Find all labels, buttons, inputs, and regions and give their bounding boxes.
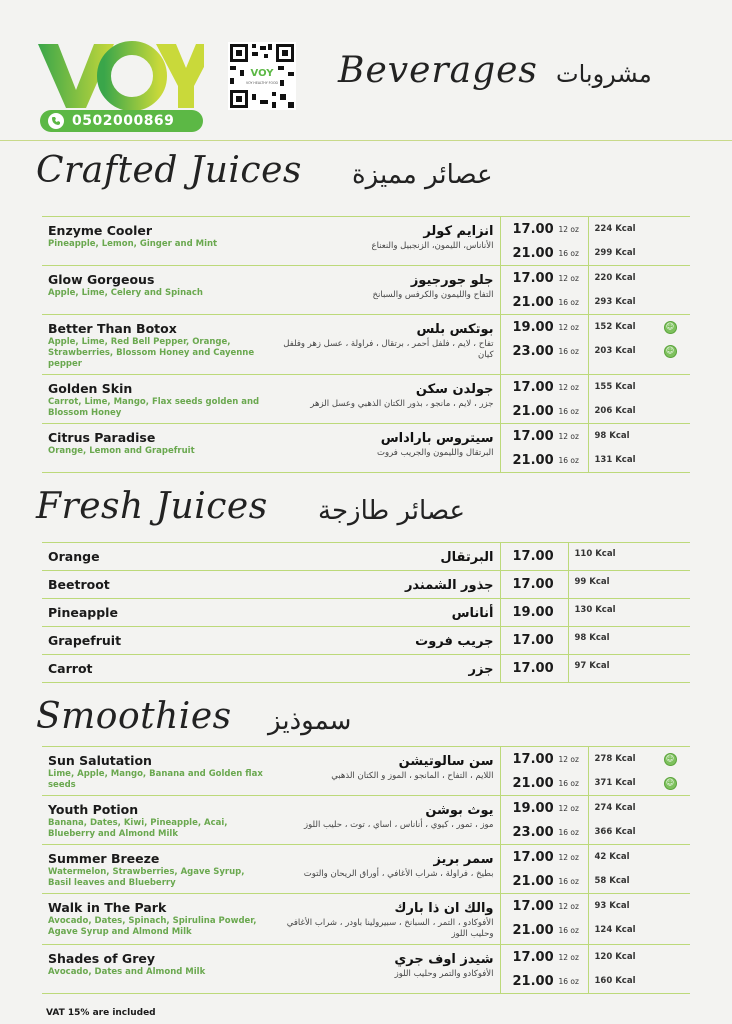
item-name-ar: جريب فروت <box>415 634 494 649</box>
size-label: 12 oz <box>558 852 579 862</box>
item-name: Summer Breeze <box>48 851 160 866</box>
item-name: Citrus Paradise <box>48 430 156 445</box>
size-label: 16 oz <box>558 925 579 935</box>
price-amount: 17.00 <box>512 549 554 564</box>
badge-cell <box>650 747 690 796</box>
badge-slot <box>650 290 690 314</box>
price-row <box>501 894 588 918</box>
price-amount: 21.00 <box>512 922 554 938</box>
phone-pill[interactable] <box>40 110 203 132</box>
item-description-ar: التفاح والليمون والكرفس والسبانخ <box>372 290 494 300</box>
item-name-ar: شيدز اوف جري <box>394 952 494 967</box>
price-amount: 17.00 <box>512 949 554 965</box>
item-en-cell <box>42 747 272 796</box>
badge-cell <box>650 894 690 945</box>
size-label: 12 oz <box>558 803 579 813</box>
item-ar-cell <box>272 894 500 945</box>
price-amount: 19.00 <box>512 800 554 816</box>
crafted-title: Crafted Juices <box>36 150 302 191</box>
price-amount: 17.00 <box>512 221 554 237</box>
item-name: Walk in The Park <box>48 900 167 915</box>
badge-cell <box>650 217 690 266</box>
item-en-cell <box>42 945 272 994</box>
kcal-value: 203 Kcal <box>594 346 636 356</box>
item-description: Watermelon, Strawberries, Agave Syrup, Basil leaves and Blueberry <box>48 867 245 888</box>
item-description-ar: اللايم ، التفاح ، المانجو ، الموز و الكتان الذهبي <box>331 771 494 781</box>
item-description-ar: البرتقال والليمون والجريب فروت <box>376 448 494 458</box>
item-description: Apple, Lime, Red Bell Pepper, Orange, Strawberries, Blossom Honey and Cayenne pepper <box>48 337 255 369</box>
item-name-ar: جزر <box>468 662 494 677</box>
price-cell <box>500 845 588 894</box>
badge-slot <box>650 424 690 448</box>
price-amount: 17.00 <box>512 270 554 286</box>
price-amount: 17.00 <box>512 428 554 444</box>
price-amount: 21.00 <box>512 775 554 791</box>
healthy-badge-icon: ☺ <box>664 321 677 334</box>
kcal-value: 366 Kcal <box>594 827 636 837</box>
price-cell <box>500 543 568 571</box>
menu-item-row[interactable] <box>42 217 690 266</box>
price-amount: 17.00 <box>512 577 554 592</box>
price-row <box>501 290 588 314</box>
item-name-ar: سن سالوتيشن <box>398 754 494 769</box>
price-amount: 23.00 <box>512 343 554 359</box>
price-cell <box>500 266 588 315</box>
item-name-ar: سمر بريز <box>433 852 494 867</box>
kcal-cell <box>588 424 650 473</box>
size-label: 12 oz <box>558 224 579 234</box>
healthy-badge-icon: ☺ <box>664 345 677 358</box>
page-title: Beverages <box>338 50 538 91</box>
item-name-ar: سيتروس باراداس <box>380 431 494 446</box>
price-amount: 17.00 <box>512 898 554 914</box>
item-en-cell <box>42 845 272 894</box>
healthy-badge-icon: ☺ <box>664 777 677 790</box>
badge-cell <box>650 424 690 473</box>
size-label: 16 oz <box>558 346 579 356</box>
item-ar-cell <box>272 945 500 994</box>
price-cell <box>500 796 588 845</box>
badge-slot <box>650 266 690 290</box>
item-en-cell <box>42 424 272 473</box>
item-description: Banana, Dates, Kiwi, Pineapple, Acai, Blueberry and Almond Milk <box>48 818 228 839</box>
kcal-value: 99 Kcal <box>574 577 610 587</box>
price-cell <box>500 655 568 683</box>
menu-item-row[interactable] <box>42 571 690 599</box>
item-description: Apple, Lime, Celery and Spinach <box>48 288 203 298</box>
kcal-value: 278 Kcal <box>594 754 636 764</box>
price-cell <box>500 315 588 375</box>
item-description-ar: موز ، تمور ، كيوي ، أناناس ، اساي ، توت ، حليب اللوز <box>304 820 494 830</box>
badge-slot <box>650 845 690 869</box>
kcal-cell <box>568 571 690 599</box>
item-name-ar: أناناس <box>451 606 494 621</box>
item-name: Golden Skin <box>48 381 133 396</box>
item-en-cell <box>42 655 272 683</box>
badge-slot <box>650 820 690 844</box>
qr-caption: VOY HEALTHY FOOD <box>246 81 278 85</box>
kcal-cell <box>588 945 650 994</box>
size-label: 16 oz <box>558 406 579 416</box>
price-amount: 21.00 <box>512 873 554 889</box>
kcal-cell <box>568 655 690 683</box>
item-name-ar: جلو جورجيوز <box>410 273 494 288</box>
item-description: Orange, Lemon and Grapefruit <box>48 446 195 456</box>
badge-slot <box>650 918 690 942</box>
item-description-ar: الأناناس، الليمون، الزنجبيل والنعناع <box>371 241 494 251</box>
item-name-ar: البرتقال <box>440 550 494 565</box>
kcal-value: 131 Kcal <box>594 455 636 465</box>
healthy-badge-icon: ☺ <box>664 753 677 766</box>
price-row <box>501 217 588 241</box>
price-row <box>501 820 588 844</box>
badge-slot <box>650 945 690 969</box>
smoothies-table <box>42 746 690 994</box>
kcal-value: 97 Kcal <box>574 661 610 671</box>
price-cell <box>500 627 568 655</box>
item-name-ar: جذور الشمندر <box>404 578 494 593</box>
price-amount: 19.00 <box>512 605 554 620</box>
price-row <box>501 969 588 993</box>
item-name: Carrot <box>48 661 93 676</box>
item-description: Carrot, Lime, Mango, Flax seeds golden and Blossom Honey <box>48 397 260 418</box>
price-row <box>501 869 588 893</box>
price-cell <box>500 424 588 473</box>
badge-slot <box>650 969 690 993</box>
item-ar-cell <box>272 217 500 266</box>
item-description-ar: جزر ، لايم ، مانجو ، بذور الكتان الذهبي وعسل الزهر <box>310 399 494 409</box>
smoothies-title-ar: سموذيز <box>268 706 352 736</box>
crafted-title-ar: عصائر مميزة <box>352 160 493 190</box>
kcal-cell <box>588 747 650 796</box>
badge-slot <box>650 747 690 771</box>
section-divider <box>0 140 732 141</box>
item-ar-cell <box>272 375 500 424</box>
item-description-ar: بطيخ ، فراولة ، شراب الأغافي ، أوراق الريحان والتوت <box>303 869 494 879</box>
price-cell <box>500 375 588 424</box>
item-description-ar: الأفوكادو والتمر وحليب اللوز <box>394 969 494 979</box>
price-cell <box>500 217 588 266</box>
item-ar-cell <box>272 747 500 796</box>
item-en-cell <box>42 571 272 599</box>
price-amount: 17.00 <box>512 849 554 865</box>
item-ar-cell <box>272 845 500 894</box>
item-ar-cell <box>272 655 500 683</box>
item-name-ar: جولدن سكن <box>415 382 494 397</box>
item-name: Enzyme Cooler <box>48 223 152 238</box>
kcal-cell <box>588 894 650 945</box>
size-label: 12 oz <box>558 322 579 332</box>
badge-cell <box>650 375 690 424</box>
price-row <box>501 796 588 820</box>
price-amount: 19.00 <box>512 319 554 335</box>
badge-cell <box>650 266 690 315</box>
menu-item-row[interactable] <box>42 747 690 796</box>
size-label: 16 oz <box>558 976 579 986</box>
price-row <box>501 945 588 969</box>
kcal-value: 160 Kcal <box>594 976 636 986</box>
menu-item-row[interactable] <box>42 315 690 375</box>
smoothies-title: Smoothies <box>36 696 232 737</box>
price-amount: 21.00 <box>512 294 554 310</box>
menu-item-row[interactable] <box>42 375 690 424</box>
size-label: 16 oz <box>558 297 579 307</box>
badge-slot <box>650 771 690 795</box>
price-cell <box>500 571 568 599</box>
kcal-value: 98 Kcal <box>574 633 610 643</box>
page-title-ar: مشروبات <box>556 60 652 88</box>
item-en-cell <box>42 266 272 315</box>
item-description: Lime, Apple, Mango, Banana and Golden flax seeds <box>48 769 263 790</box>
kcal-value: 110 Kcal <box>574 549 616 559</box>
price-row <box>501 241 588 265</box>
price-amount: 17.00 <box>512 751 554 767</box>
fresh-title-ar: عصائر طازجة <box>318 496 466 526</box>
kcal-value: 42 Kcal <box>594 852 630 862</box>
kcal-value: 152 Kcal <box>594 322 636 332</box>
item-name: Better Than Botox <box>48 321 177 336</box>
price-amount: 21.00 <box>512 245 554 261</box>
badge-slot <box>650 399 690 423</box>
menu-item-row[interactable] <box>42 845 690 894</box>
price-amount: 21.00 <box>512 452 554 468</box>
kcal-value: 293 Kcal <box>594 297 636 307</box>
price-row <box>501 918 588 942</box>
item-name: Beetroot <box>48 577 110 592</box>
item-en-cell <box>42 796 272 845</box>
qr-brand: VOY <box>250 68 274 79</box>
menu-item-row[interactable] <box>42 266 690 315</box>
item-name: Pineapple <box>48 605 118 620</box>
item-en-cell <box>42 599 272 627</box>
item-ar-cell <box>272 796 500 845</box>
item-name-ar: انزايم كولر <box>423 224 494 239</box>
price-row <box>501 339 588 363</box>
price-row <box>501 424 588 448</box>
size-label: 16 oz <box>558 827 579 837</box>
item-en-cell <box>42 217 272 266</box>
kcal-cell <box>588 217 650 266</box>
item-name: Shades of Grey <box>48 951 155 966</box>
fresh-table <box>42 542 690 683</box>
price-cell <box>500 747 588 796</box>
phone-icon <box>48 113 64 129</box>
price-cell <box>500 945 588 994</box>
item-name: Sun Salutation <box>48 753 152 768</box>
kcal-value: 299 Kcal <box>594 248 636 258</box>
kcal-cell <box>588 845 650 894</box>
item-en-cell <box>42 315 272 375</box>
phone-number: 0502000869 <box>72 113 175 129</box>
item-en-cell <box>42 894 272 945</box>
kcal-value: 124 Kcal <box>594 925 636 935</box>
badge-slot <box>650 315 690 339</box>
badge-slot <box>650 217 690 241</box>
price-amount: 21.00 <box>512 403 554 419</box>
price-amount: 17.00 <box>512 379 554 395</box>
size-label: 12 oz <box>558 754 579 764</box>
item-en-cell <box>42 543 272 571</box>
price-amount: 17.00 <box>512 661 554 676</box>
item-description-ar: تفاح ، لايم ، فلفل أحمر ، برتقال ، فراولة ، عسل زهر وفلفل كيان <box>283 339 494 360</box>
item-name-ar: والك ان ذا بارك <box>394 901 494 916</box>
size-label: 12 oz <box>558 901 579 911</box>
size-label: 16 oz <box>558 876 579 886</box>
kcal-value: 224 Kcal <box>594 224 636 234</box>
size-label: 16 oz <box>558 778 579 788</box>
kcal-value: 93 Kcal <box>594 901 630 911</box>
price-row <box>501 266 588 290</box>
item-name: Grapefruit <box>48 633 122 648</box>
menu-item-row[interactable] <box>42 543 690 571</box>
kcal-cell <box>588 796 650 845</box>
item-ar-cell <box>272 627 500 655</box>
item-description: Avocado, Dates, Spinach, Spirulina Powder, Agave Syrup and Almond Milk <box>48 916 257 937</box>
menu-item-row[interactable] <box>42 894 690 945</box>
menu-item-row[interactable] <box>42 945 690 994</box>
item-en-cell <box>42 627 272 655</box>
price-cell <box>500 599 568 627</box>
badge-slot <box>650 796 690 820</box>
kcal-value: 155 Kcal <box>594 382 636 392</box>
price-row <box>501 375 588 399</box>
item-name-ar: يوث بوشن <box>425 803 494 818</box>
badge-cell <box>650 796 690 845</box>
kcal-value: 120 Kcal <box>594 952 636 962</box>
item-name: Orange <box>48 549 100 564</box>
menu-item-row[interactable] <box>42 599 690 627</box>
price-row <box>501 771 588 795</box>
item-en-cell <box>42 375 272 424</box>
kcal-value: 98 Kcal <box>594 431 630 441</box>
item-description: Avocado, Dates and Almond Milk <box>48 967 206 977</box>
item-ar-cell <box>272 315 500 375</box>
item-ar-cell <box>272 571 500 599</box>
kcal-value: 206 Kcal <box>594 406 636 416</box>
kcal-cell <box>588 375 650 424</box>
size-label: 12 oz <box>558 382 579 392</box>
kcal-value: 274 Kcal <box>594 803 636 813</box>
size-label: 12 oz <box>558 273 579 283</box>
item-ar-cell <box>272 266 500 315</box>
price-amount: 17.00 <box>512 633 554 648</box>
item-description-ar: الأفوكادو ، التمر ، السبانخ ، سبيرولينا باودر ، شراب الأغافي وحليب اللوز <box>286 918 494 939</box>
item-ar-cell <box>272 424 500 473</box>
kcal-cell <box>588 315 650 375</box>
item-name: Glow Gorgeous <box>48 272 155 287</box>
badge-cell <box>650 845 690 894</box>
price-row <box>501 399 588 423</box>
menu-item-row[interactable] <box>42 627 690 655</box>
kcal-cell <box>568 627 690 655</box>
kcal-cell <box>568 599 690 627</box>
price-amount: 23.00 <box>512 824 554 840</box>
price-row <box>501 747 588 771</box>
vat-note: VAT 15% are included <box>46 1008 156 1018</box>
menu-item-row[interactable] <box>42 655 690 683</box>
size-label: 16 oz <box>558 455 579 465</box>
menu-item-row[interactable] <box>42 424 690 473</box>
fresh-title: Fresh Juices <box>36 486 268 527</box>
kcal-cell <box>568 543 690 571</box>
crafted-table <box>42 216 690 473</box>
voy-logo <box>36 40 204 112</box>
kcal-value: 220 Kcal <box>594 273 636 283</box>
kcal-value: 58 Kcal <box>594 876 630 886</box>
item-ar-cell <box>272 543 500 571</box>
kcal-cell <box>588 266 650 315</box>
badge-slot <box>650 241 690 265</box>
price-row <box>501 845 588 869</box>
kcal-value: 371 Kcal <box>594 778 636 788</box>
size-label: 12 oz <box>558 431 579 441</box>
price-row <box>501 448 588 472</box>
size-label: 16 oz <box>558 248 579 258</box>
badge-slot <box>650 375 690 399</box>
item-ar-cell <box>272 599 500 627</box>
menu-item-row[interactable] <box>42 796 690 845</box>
kcal-value: 130 Kcal <box>574 605 616 615</box>
price-amount: 21.00 <box>512 973 554 989</box>
badge-slot <box>650 869 690 893</box>
item-description: Pineapple, Lemon, Ginger and Mint <box>48 239 218 249</box>
badge-cell <box>650 945 690 994</box>
item-name-ar: بوتكس بلس <box>416 322 494 337</box>
item-name: Youth Potion <box>48 802 139 817</box>
size-label: 12 oz <box>558 952 579 962</box>
badge-cell <box>650 315 690 375</box>
price-cell <box>500 894 588 945</box>
badge-slot <box>650 339 690 363</box>
badge-slot <box>650 448 690 472</box>
qr-code[interactable] <box>228 42 296 110</box>
price-row <box>501 315 588 339</box>
badge-slot <box>650 894 690 918</box>
